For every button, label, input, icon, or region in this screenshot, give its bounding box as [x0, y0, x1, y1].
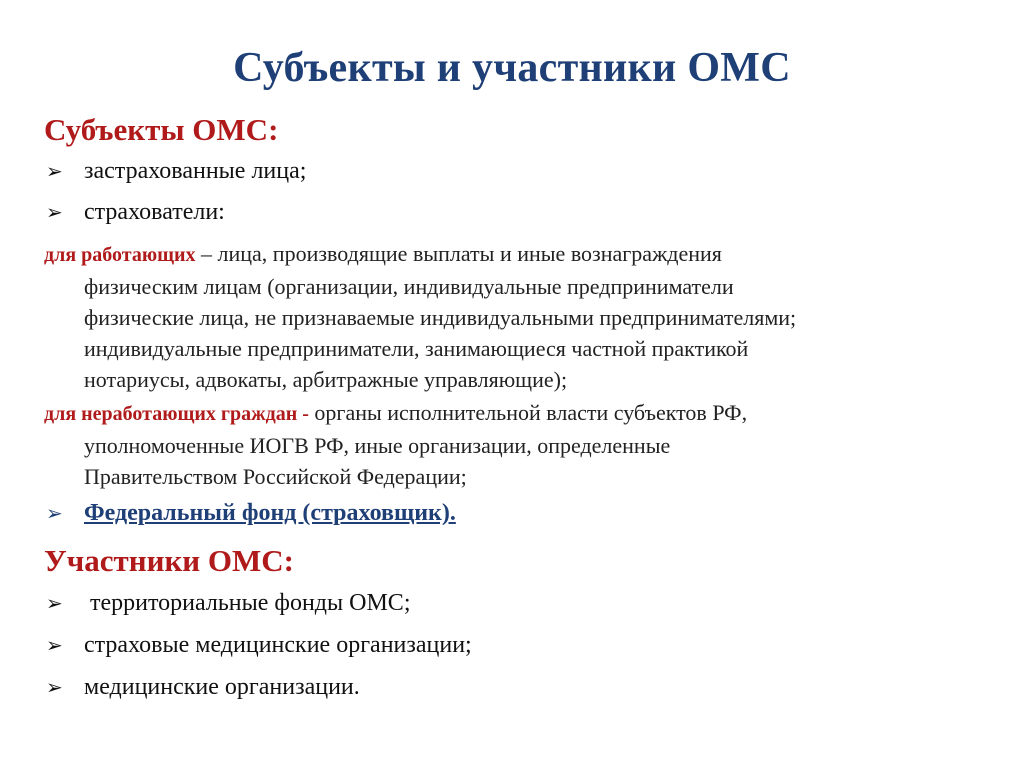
employed-line: физическим лицам (организации, индивидуальные предприниматели	[84, 274, 734, 299]
participants-bullet	[46, 674, 360, 701]
employed-lead: для работающих	[44, 244, 196, 266]
page-title: Субъекты и участники ОМС	[233, 45, 791, 91]
arrow-bullet-icon: ➢	[46, 159, 63, 183]
bullet-text: страхователи:	[84, 199, 225, 225]
unemployed-paragraph	[44, 397, 944, 492]
subjects-bullet-insured	[46, 158, 306, 185]
unemployed-line: органы исполнительной власти субъектов РФ,	[308, 400, 748, 425]
arrow-bullet-icon: ➢	[46, 591, 63, 615]
federal-fund-link[interactable]: Федеральный фонд (страховщик).	[84, 500, 456, 526]
bullet-text: территориальные фонды ОМС;	[84, 590, 411, 616]
employed-line: физические лица, не признаваемые индивидуальными предпринимателями;	[84, 305, 797, 330]
employed-line: нотариусы, адвокаты, арбитражные управляющие);	[84, 367, 568, 392]
unemployed-line: Правительством Российской Федерации;	[84, 464, 467, 489]
bullet-text: застрахованные лица;	[84, 158, 307, 184]
arrow-bullet-icon: ➢	[46, 200, 63, 224]
bullet-text: страховые медицинские организации;	[84, 632, 472, 658]
unemployed-line: уполномоченные ИОГВ РФ, иные организации, определенные	[84, 433, 671, 458]
bullet-text: медицинские организации.	[84, 674, 360, 700]
arrow-bullet-icon: ➢	[46, 675, 63, 699]
subjects-bullet-fund	[46, 500, 456, 527]
participants-heading: Участники ОМС:	[44, 543, 294, 578]
employed-paragraph	[44, 238, 944, 395]
participants-bullet	[46, 590, 410, 617]
arrow-bullet-icon: ➢	[46, 501, 63, 525]
unemployed-lead: для неработающих граждан -	[44, 403, 309, 425]
employed-line: индивидуальные предприниматели, занимающиеся частной практикой	[84, 336, 749, 361]
employed-line: – лица, производящие выплаты и иные вознаграждения	[195, 241, 722, 266]
subjects-bullet-insurers	[46, 199, 225, 226]
arrow-bullet-icon: ➢	[46, 633, 63, 657]
subjects-heading: Субъекты ОМС:	[44, 112, 279, 147]
participants-bullet	[46, 632, 472, 659]
